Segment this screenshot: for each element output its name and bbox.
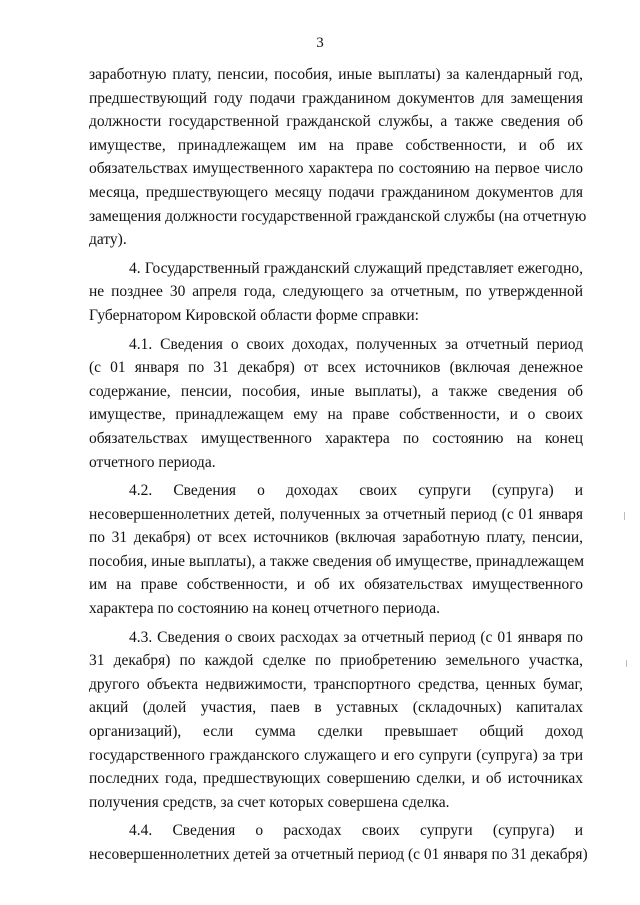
text-line: имуществе, принадлежащем им на праве собственности, и об их bbox=[89, 136, 583, 154]
text-line: Губернатором Кировской области форме справки: bbox=[89, 306, 419, 324]
text-line: им на праве собственности, и об их обязательствах имущественного bbox=[89, 576, 583, 594]
document-body bbox=[89, 63, 588, 867]
page-number: 3 bbox=[316, 35, 324, 51]
text-line: получения средств, за счет которых совершена сделка. bbox=[89, 793, 450, 811]
text-line: должности государственной гражданской службы, а также сведения об bbox=[89, 113, 583, 131]
text-line: месяца, предшествующего месяцу подачи гражданином документов для bbox=[89, 183, 583, 201]
text-line: последних года, предшествующих совершению сделки, и об источниках bbox=[89, 770, 583, 788]
text-line: 4. Государственный гражданский служащий представляет ежегодно, bbox=[129, 259, 583, 277]
text-line: пособия, иные выплаты), а также сведения об имуществе, принадлежащем bbox=[89, 552, 585, 570]
scan-mark bbox=[626, 660, 627, 667]
text-line: не позднее 30 апреля года, следующего за отчетным, по утвержденной bbox=[89, 283, 583, 301]
text-line: заработную плату, пенсии, пособия, иные выплаты) за календарный год, bbox=[89, 66, 583, 83]
text-line: предшествующий году подачи гражданином документов для замещения bbox=[89, 89, 583, 107]
text-line: 4.1. Сведения о своих доходах, полученных за отчетный период bbox=[129, 335, 583, 353]
text-line: по 31 декабря) от всех источников (включая заработную плату, пенсии, bbox=[89, 529, 583, 547]
text-line: отчетного периода. bbox=[89, 453, 216, 471]
text-line: дату). bbox=[89, 231, 127, 249]
paragraph-4-3 bbox=[89, 626, 583, 815]
text-line: акций (долей участия, паев в уставных (складочных) капиталах bbox=[89, 699, 583, 717]
text-line: 4.3. Сведения о своих расходах за отчетный период (с 01 января по bbox=[129, 628, 583, 646]
text-line: имуществе, принадлежащем ему на праве собственности, и о своих bbox=[89, 406, 583, 424]
text-line: государственного гражданского служащего и его супруги (супруга) за три bbox=[89, 746, 583, 764]
text-line: содержание, пенсии, пособия, иные выплаты), а также сведения об bbox=[89, 382, 583, 400]
scan-mark bbox=[624, 512, 625, 520]
text-line: несовершеннолетних детей за отчетный период (с 01 января по 31 декабря) bbox=[89, 846, 588, 863]
paragraph-continuation bbox=[89, 63, 587, 252]
paragraph-4 bbox=[89, 257, 583, 328]
text-line: другого объекта недвижимости, транспортного средства, ценных бумаг, bbox=[89, 675, 583, 693]
text-line: 4.4. Сведения о расходах своих супруги (супруга) и bbox=[129, 822, 583, 840]
paragraph-4-4 bbox=[89, 819, 588, 866]
text-line: замещения должности государственной гражданской службы (на отчетную bbox=[89, 207, 587, 225]
text-line: обязательствах имущественного характера по состоянию на конец bbox=[89, 429, 583, 447]
paragraph-4-1 bbox=[89, 333, 583, 475]
text-line: 4.2. Сведения о доходах своих супруги (супруга) и bbox=[129, 482, 583, 500]
text-line: несовершеннолетних детей, полученных за отчетный период (с 01 января bbox=[89, 505, 583, 523]
text-line: 31 декабря) по каждой сделке по приобретению земельного участка, bbox=[89, 652, 583, 670]
text-line: характера по состоянию на конец отчетного периода. bbox=[89, 600, 441, 618]
text-line: обязательствах имущественного характера по состоянию на первое число bbox=[89, 160, 583, 178]
paragraph-4-2 bbox=[89, 479, 583, 621]
text-line: организаций), если сумма сделки превышает общий доход bbox=[89, 723, 583, 741]
text-line: (с 01 января по 31 декабря) от всех источников (включая денежное bbox=[89, 359, 583, 377]
